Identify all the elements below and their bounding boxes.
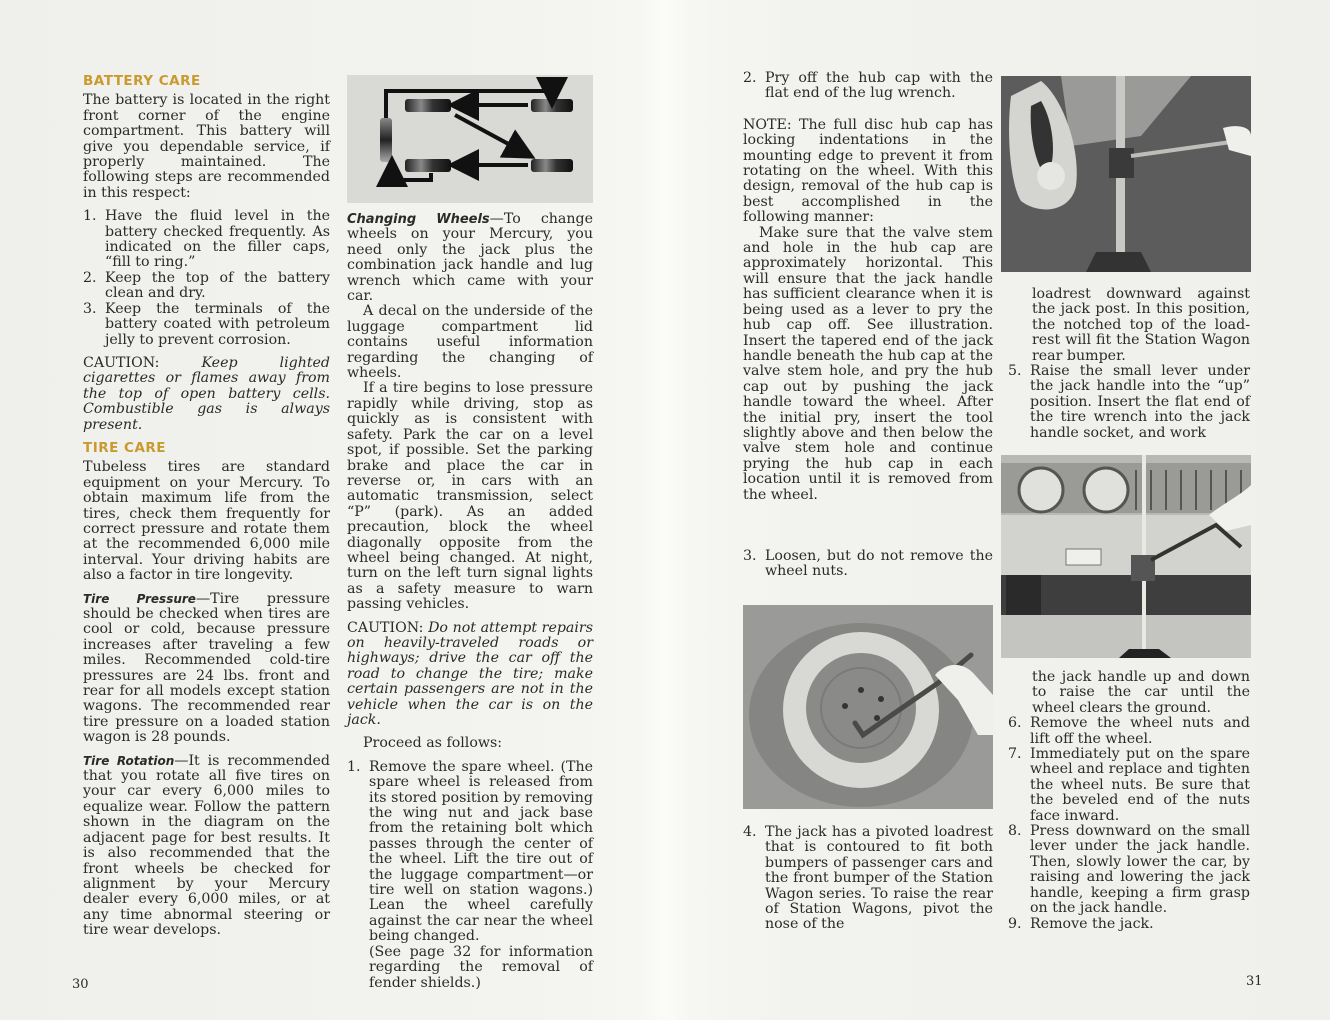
- tire-rotation-diagram: [347, 75, 593, 203]
- right-column-2-top: [1008, 286, 1250, 441]
- changing-step-1: 1. Remove the spare wheel. (The spare wheel is released from its stored position by removing the wing nut and jack base from the retaining bolt which passes through the center of the wheel. Lift the tire out of the luggage compartment—or tire well on station wagons.) Lean the wheel carefully against the car near the wheel being changed. (See page 32 for information regarding the removal of fender shields.): [347, 758, 593, 991]
- changing-step-2: 2. Pry off the hub cap with the flat end of the lug wrench.: [743, 70, 993, 102]
- changing-wheels-p1: Changing Wheels—To change wheels on your Mercury, you need only the jack plus the combination jack handle and lug wrench which came with your car.: [347, 211, 593, 305]
- battery-steps: [83, 209, 330, 348]
- step-4-continued: loadrest downward against the jack post. In this position, the notched top of the load-rest will fit the Station Wagon rear bumper.: [1032, 286, 1250, 364]
- changing-step-9: 9. Remove the jack.: [1008, 915, 1154, 932]
- changing-wheels-caution: CAUTION: Do not attempt repairs on heavily-traveled roads or highways; drive the car off the road to change the tire; make certain passengers are not in the vehicle when the car is on the jack.: [347, 619, 593, 728]
- step-5-continued: the jack handle up and down to raise the car until the wheel clears the ground.: [1032, 669, 1250, 716]
- tire-front-left: [405, 99, 451, 112]
- right-column-1: [743, 71, 993, 580]
- battery-caution: CAUTION: Keep lighted cigarettes or flames away from the top of open battery cells. Combustible gas is always present.: [83, 354, 331, 433]
- spare-wheel-wrench-photo: [743, 605, 993, 809]
- page-number-left: 30: [72, 977, 89, 992]
- rear-bumper-jack-photo: [1001, 76, 1251, 272]
- changing-wheels-p2: A decal on the underside of the luggage compartment lid contains useful information regarding the changing of wheels.: [347, 303, 593, 382]
- tire-rotation-diagram-svg: [347, 75, 593, 203]
- changing-steps-left: [347, 760, 593, 991]
- changing-wheels-label: Changing Wheels: [347, 212, 490, 227]
- battery-step-1: 1. Have the fluid level in the battery checked frequently. As indicated on the filler caps, “fill to ring.”: [83, 208, 330, 271]
- front-bumper-jack-photo: [1001, 455, 1251, 658]
- battery-care-heading: BATTERY CARE: [83, 73, 201, 89]
- hub-cap-instructions: Make sure that the valve stem and hole in the hub cap are approximately horizontal. This will ensure that the jack handle has sufficient clearance when it is being used as a lever to pry the hub cap off. See illustration. Insert the tapered end of the jack handle beneath the hub cap at the valve stem hole, and pry the hub cap out by pushing the jack handle toward the wheel. After the initial pry, insert the tool slightly above and then below the valve stem hole and continue prying the hub cap in each location until it is removed from the wheel.: [743, 224, 993, 503]
- battery-step-2: 2. Keep the top of the battery clean and dry.: [83, 269, 330, 302]
- left-column: [83, 74, 330, 939]
- tire-rear-right: [531, 159, 573, 172]
- right-column-1-bottom: [743, 825, 993, 933]
- tire-rear-left: [531, 99, 573, 112]
- tire-rotation-paragraph: Tire Rotation—It is recommended that you rotate all five tires on your car every 6,000 miles to equalize wear. Follow the pattern shown in the diagram on the adjacent page for best results. It is also recommended that the front wheels be checked for alignment by your Mercury dealer every 6,000 miles, or at any time abnormal steering or tire wear develops.: [83, 752, 331, 939]
- changing-step-5: 5. Raise the small lever under the jack handle into the “up” position. Insert the flat end of the tire wrench into the jack handle socket, and work: [1008, 363, 1250, 441]
- tire-spare: [380, 118, 392, 162]
- proceed-text: Proceed as follows:: [363, 735, 503, 752]
- tire-intro: Tubeless tires are standard equipment on your Mercury. To obtain maximum life from the tires, check them frequently for correct pressure and rotate them at the recommended 6,000 mile interval. Your driving habits are also a factor in tire longevity.: [83, 459, 330, 584]
- changing-step-7: 7. Immediately put on the spare wheel and replace and tighten the wheel nuts. Be sure that the beveled end of the nuts face inward.: [1008, 746, 1250, 824]
- tire-rotation-label: Tire Rotation: [83, 753, 175, 768]
- tire-front-right: [405, 159, 451, 172]
- page-31: [665, 0, 1330, 1020]
- changing-wheels-p3: If a tire begins to lose pressure rapidly while driving, stop as quickly as is consistent with safety. Park the car on a level spot, if possible. Set the parking brake and place the car in reverse or, in cars with an automatic transmission, select “P” (park). As an added precaution, block the wheel diagonally opposite from the wheel being changed. At night, turn on the left turn signal lights as a safety measure to warn passing vehicles.: [347, 380, 593, 613]
- changing-wheels-column: [347, 212, 593, 991]
- page-number-right: 31: [1246, 974, 1263, 989]
- right-column-2-bottom: [1008, 669, 1250, 932]
- battery-step-3: 3. Keep the terminals of the battery coated with petroleum jelly to prevent corrosion.: [83, 300, 330, 348]
- tire-pressure-paragraph: Tire Pressure—Tire pressure should be checked when tires are cool or cold, because pressure increases after traveling a few miles. Recommended cold-tire pressures are 24 lbs. front and rear for all models except station wagons. The recommended rear tire pressure on a loaded station wagon is 28 pounds.: [83, 590, 331, 746]
- tire-care-heading: TIRE CARE: [83, 439, 167, 456]
- hub-cap-note: NOTE: The full disc hub cap has locking indentations in the mounting edge to prevent it from rotating on the wheel. With this design, removal of the hub cap is best accomplished in the following manner:: [743, 116, 993, 226]
- changing-step-4: 4. The jack has a pivoted loadrest that is contoured to fit both bumpers of passenger cars and the front bumper of the Station Wagon series. To raise the rear of Station Wagons, pivot the nose of the: [743, 824, 993, 933]
- battery-intro: The battery is located in the right front corner of the engine compartment. This battery will give you dependable service, if properly maintained. The following steps are recommended in this respect:: [83, 92, 330, 201]
- changing-step-6: 6. Remove the wheel nuts and lift off the wheel.: [1008, 715, 1250, 747]
- changing-step-8: 8. Press downward on the small lever under the jack handle. Then, slowly lower the car, by raising and lowering the jack handle, keeping a firm grasp on the jack handle.: [1008, 823, 1250, 917]
- changing-step-3: 3. Loosen, but do not remove the wheel nuts.: [743, 547, 993, 580]
- tire-pressure-label: Tire Pressure: [83, 591, 196, 606]
